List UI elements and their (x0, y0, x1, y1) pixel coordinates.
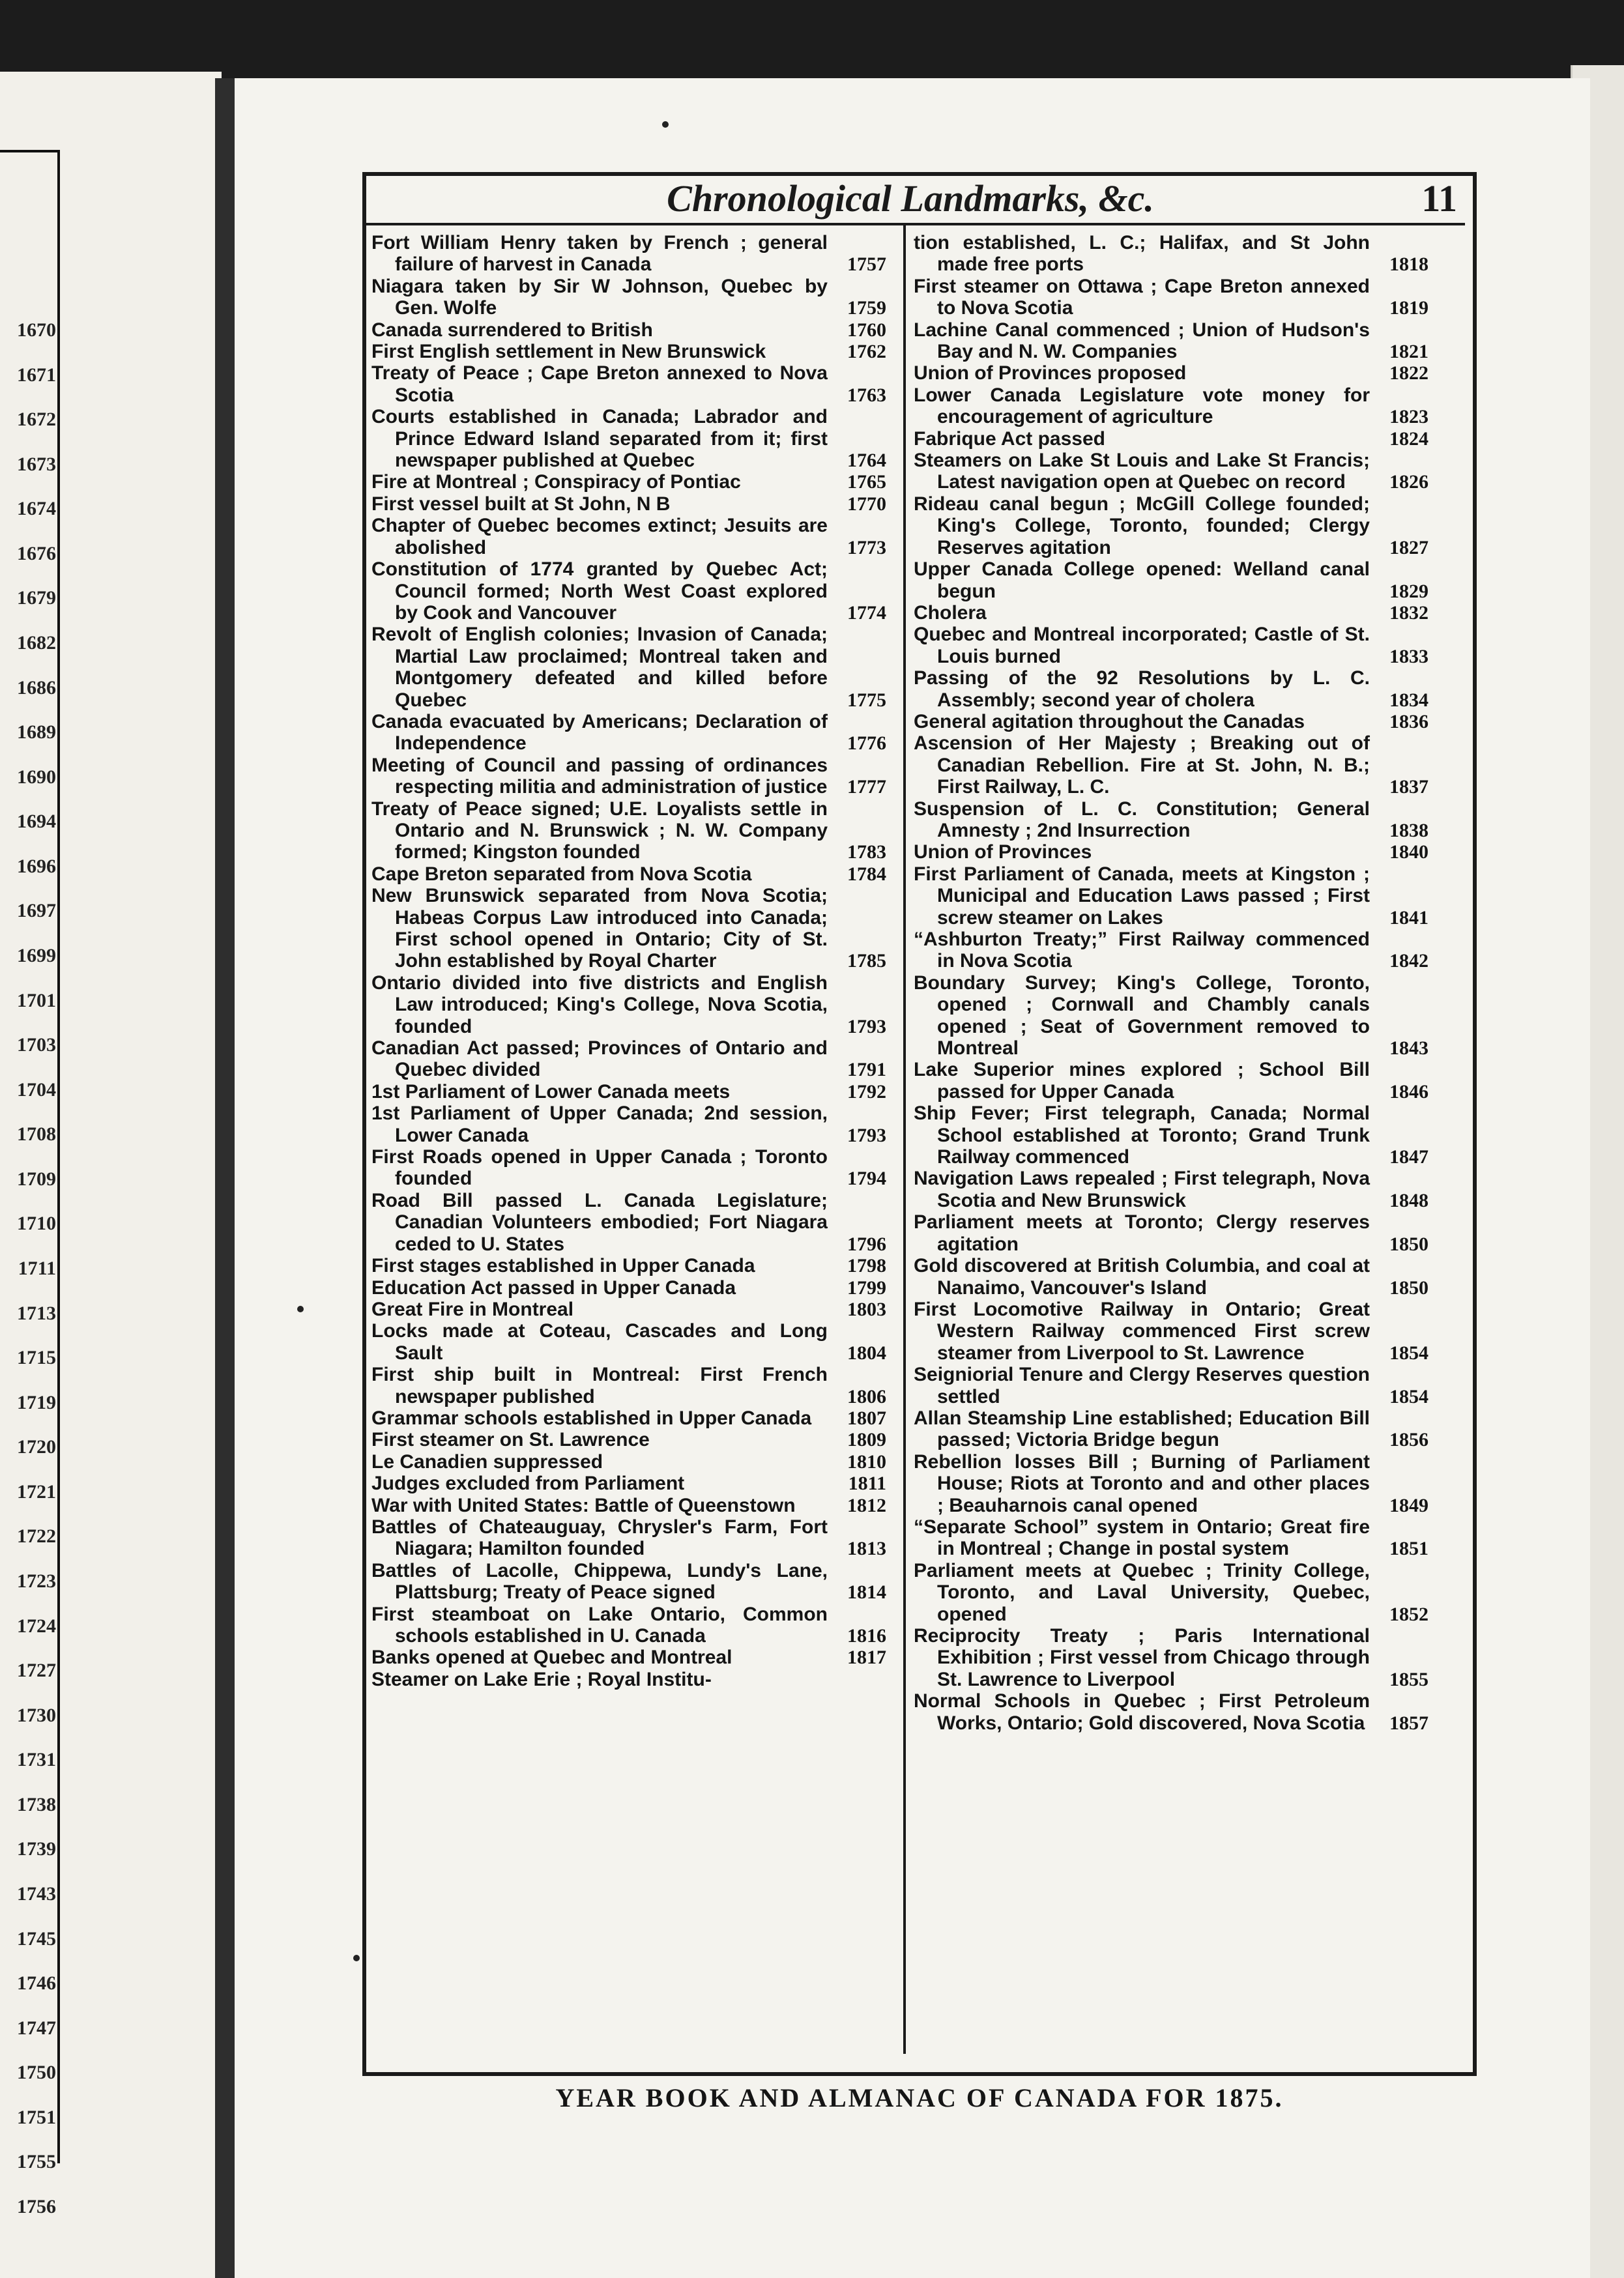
entry-year: 1851 (1389, 1538, 1428, 1560)
page-title: Chronological Landmarks, &c. (667, 177, 1154, 220)
entry-year: 1760 (847, 319, 886, 341)
entry-text: First stages established in Upper Canada (371, 1255, 755, 1277)
chronology-entry (371, 1190, 886, 1255)
chronology-entry (914, 1364, 1428, 1407)
facing-page-year: 1672 (17, 409, 56, 431)
entry-year: 1762 (847, 341, 886, 363)
facing-page-year: 1731 (17, 1749, 56, 1771)
entry-year: 1848 (1389, 1189, 1428, 1211)
entry-year: 1817 (847, 1647, 886, 1669)
facing-page-year: 1686 (17, 676, 56, 699)
entry-year: 1841 (1389, 906, 1428, 929)
chronology-entry (914, 602, 1428, 624)
entry-year: 1784 (847, 863, 886, 885)
facing-page-year: 1697 (17, 900, 56, 922)
facing-page-year: 1743 (17, 1883, 56, 1905)
facing-page-year: 1699 (17, 945, 56, 966)
facing-page-year: 1703 (17, 1034, 56, 1056)
chronology-entry (371, 493, 886, 515)
entry-year: 1843 (1389, 1037, 1428, 1060)
entry-year: 1821 (1389, 341, 1428, 363)
entry-text: Passing of the 92 Resolutions by L. C. Assembly; second year of cholera (914, 667, 1370, 711)
chronology-entry (914, 1407, 1428, 1451)
entry-year: 1850 (1389, 1233, 1428, 1255)
entry-year: 1783 (847, 841, 886, 863)
entry-year: 1838 (1389, 819, 1428, 841)
facing-page-year: 1709 (17, 1168, 56, 1190)
entry-text: Banks opened at Quebec and Montreal (371, 1647, 732, 1669)
entry-year: 1777 (847, 776, 886, 798)
entry-year: 1850 (1389, 1276, 1428, 1299)
facing-page-year: 1671 (17, 364, 56, 386)
entry-text: Steamer on Lake Erie ; Royal Institu- (371, 1668, 712, 1690)
facing-page-year: 1746 (17, 1972, 56, 1995)
chronology-entry (914, 863, 1428, 929)
entry-year: 1836 (1389, 710, 1428, 732)
facing-page-fragment (0, 72, 222, 2278)
entry-text: Treaty of Peace ; Cape Breton annexed to Nova Scotia (371, 362, 828, 406)
chronology-entry (914, 493, 1428, 558)
entry-year: 1809 (847, 1429, 886, 1451)
entry-year: 1840 (1389, 841, 1428, 863)
entry-text: Fort William Henry taken by French ; general failure of harvest in Canada (371, 232, 828, 276)
chronology-entry (914, 1103, 1428, 1168)
entry-text: Steamers on Lake St Louis and Lake St Francis; Latest navigation open at Quebec on record (914, 450, 1370, 493)
chronology-entry (371, 1495, 886, 1516)
chronology-entry (914, 1690, 1428, 1734)
chronology-entry (371, 232, 886, 276)
entry-text: Courts established in Canada; Labrador and Prince Edward Island separated from it; first newspaper published at Quebec (371, 406, 828, 472)
chronology-entry (914, 711, 1428, 732)
page-footer: YEAR BOOK AND ALMANAC OF CANADA FOR 1875. (555, 2083, 1284, 2112)
entry-text: Locks made at Coteau, Cascades and Long Sault (371, 1320, 828, 1364)
entry-text: First steamer on St. Lawrence (371, 1429, 650, 1451)
entry-text: Constitution of 1774 granted by Quebec Act; Council formed; North West Coast explored by Cook and Vancouver (371, 558, 828, 624)
facing-page-year: 1719 (17, 1391, 56, 1413)
left-column (371, 232, 886, 1690)
entry-text: War with United States: Battle of Queenstown (371, 1494, 796, 1516)
facing-page-year: 1696 (17, 855, 56, 877)
entry-text: Ascension of Her Majesty ; Breaking out of Canadian Rebellion. Fire at St. John, N. B.; First Railway, L. C. (914, 732, 1370, 798)
facing-page-rule (57, 150, 60, 2163)
chronology-entry (914, 1299, 1428, 1364)
chronology-entry (371, 515, 886, 558)
entry-year: 1803 (847, 1298, 886, 1320)
chronology-entry (371, 1146, 886, 1190)
chronology-entry (914, 1625, 1428, 1690)
facing-page-year: 1704 (17, 1078, 56, 1101)
entry-year: 1776 (847, 732, 886, 755)
entry-text: Gold discovered at British Columbia, and coal at Nanaimo, Vancouver's Island (914, 1255, 1370, 1299)
entry-text: Allan Steamship Line established; Education Bill passed; Victoria Bridge begun (914, 1407, 1370, 1451)
entry-text: Union of Provinces (914, 841, 1092, 863)
chronology-entry (371, 1320, 886, 1364)
entry-text: Meeting of Council and passing of ordinances respecting militia and administration of justice (371, 754, 828, 798)
facing-page-year: 1747 (17, 2017, 56, 2039)
chronology-entry (371, 1407, 886, 1429)
ink-speck (353, 1955, 360, 1961)
facing-page-year: 1745 (17, 1927, 56, 1950)
chronology-entry (914, 798, 1428, 842)
chronology-entry (914, 558, 1428, 602)
chronology-entry (371, 1604, 886, 1647)
entry-text: Canada surrendered to British (371, 319, 653, 341)
facing-page-year: 1690 (17, 766, 56, 788)
chronology-entry (371, 885, 886, 972)
chronology-entry (914, 232, 1428, 276)
entry-text: Parliament meets at Quebec ; Trinity College, Toronto, and Laval University, Quebec, opened (914, 1559, 1370, 1625)
entry-year: 1798 (847, 1255, 886, 1277)
chronology-entry (371, 341, 886, 362)
chronology-entry (371, 972, 886, 1037)
entry-text: Fabrique Act passed (914, 427, 1105, 450)
entry-text: Cholera (914, 601, 987, 624)
chronology-entry (371, 1516, 886, 1560)
chronology-entry (371, 1429, 886, 1450)
entry-text: Lachine Canal commenced ; Union of Hudson's Bay and N. W. Companies (914, 319, 1370, 363)
entry-year: 1826 (1389, 471, 1428, 493)
chronology-entry (914, 384, 1428, 428)
entry-year: 1842 (1389, 950, 1428, 972)
chronology-entry (371, 276, 886, 319)
entry-year: 1833 (1389, 645, 1428, 667)
column-divider (903, 225, 906, 2054)
entry-year: 1794 (847, 1168, 886, 1190)
entry-text: First steamer on Ottawa ; Cape Breton annexed to Nova Scotia (914, 275, 1370, 319)
entry-text: Road Bill passed L. Canada Legislature; Canadian Volunteers embodied; Fort Niagara ceded to U. States (371, 1189, 828, 1255)
chronology-entry (371, 798, 886, 863)
entry-year: 1775 (847, 689, 886, 711)
entry-text: First vessel built at St John, N B (371, 493, 671, 515)
entry-text: Normal Schools in Quebec ; First Petroleum Works, Ontario; Gold discovered, Nova Scotia (914, 1690, 1370, 1734)
entry-text: Seigniorial Tenure and Clergy Reserves question settled (914, 1364, 1370, 1407)
facing-page-year: 1750 (17, 2062, 56, 2084)
entry-year: 1764 (847, 450, 886, 472)
entry-text: Lake Superior mines explored ; School Bill passed for Upper Canada (914, 1059, 1370, 1103)
facing-page-year: 1751 (17, 2106, 56, 2128)
entry-year: 1827 (1389, 536, 1428, 558)
entry-text: Rebellion losses Bill ; Burning of Parliament House; Riots at Toronto and and other places ; Beauharnois canal opened (914, 1450, 1370, 1516)
chronology-entry (371, 471, 886, 493)
chronology-entry (371, 1669, 886, 1690)
chronology-entry (371, 755, 886, 798)
entry-text: First English settlement in New Brunswick (371, 341, 766, 363)
entry-year: 1757 (847, 253, 886, 276)
entry-year: 1763 (847, 384, 886, 406)
chronology-entry (914, 1255, 1428, 1299)
entry-text: Le Canadien suppressed (371, 1450, 603, 1473)
entry-year: 1759 (847, 297, 886, 319)
chronology-entry (914, 319, 1428, 363)
facing-page-year: 1721 (17, 1480, 56, 1503)
entry-year: 1807 (847, 1407, 886, 1429)
entry-text: Upper Canada College opened: Welland canal begun (914, 558, 1370, 602)
facing-page-year: 1755 (17, 2151, 56, 2173)
entry-year: 1812 (847, 1494, 886, 1516)
entry-year: 1818 (1389, 253, 1428, 276)
entry-text: 1st Parliament of Lower Canada meets (371, 1080, 731, 1103)
entry-year: 1816 (847, 1625, 886, 1647)
content-frame (362, 172, 1477, 2076)
entry-text: Chapter of Quebec becomes extinct; Jesuits are abolished (371, 515, 828, 558)
chronology-entry (914, 450, 1428, 493)
chronology-entry (371, 1255, 886, 1276)
entry-year: 1837 (1389, 776, 1428, 798)
facing-page-year: 1723 (17, 1570, 56, 1592)
entry-year: 1846 (1389, 1080, 1428, 1103)
facing-page-year: 1727 (17, 1660, 56, 1682)
facing-page-year: 1711 (18, 1258, 56, 1279)
entry-text: Union of Provinces proposed (914, 362, 1187, 384)
entry-text: First ship built in Montreal: First French newspaper published (371, 1364, 828, 1407)
entry-year: 1852 (1389, 1603, 1428, 1625)
entry-text: First Parliament of Canada, meets at Kingston ; Municipal and Education Laws passed ; First screw steamer on Lakes (914, 863, 1370, 929)
entry-year: 1856 (1389, 1429, 1428, 1451)
facing-page-year: 1730 (17, 1704, 56, 1726)
chronology-entry (371, 711, 886, 755)
chronology-entry (371, 1473, 886, 1494)
entry-year: 1814 (847, 1581, 886, 1604)
entry-year: 1854 (1389, 1385, 1428, 1407)
facing-page-year: 1713 (17, 1302, 56, 1324)
entry-text: General agitation throughout the Canadas (914, 710, 1305, 732)
entry-text: Revolt of English colonies; Invasion of Canada; Martial Law proclaimed; Montreal taken and Montgomery defeated and killed before Quebec (371, 624, 828, 711)
entry-text: Battles of Lacolle, Chippewa, Lundy's Lane, Plattsburg; Treaty of Peace signed (371, 1559, 828, 1604)
entry-text: 1st Parliament of Upper Canada; 2nd session, Lower Canada (371, 1103, 828, 1146)
chronology-entry (371, 863, 886, 885)
entry-year: 1847 (1389, 1146, 1428, 1168)
page-number: 11 (1421, 177, 1457, 220)
chronology-entry (371, 558, 886, 624)
chronology-entry (914, 972, 1428, 1060)
entry-year: 1765 (847, 471, 886, 493)
chronology-entry (371, 1299, 886, 1320)
entry-year: 1822 (1389, 362, 1428, 384)
chronology-entry (914, 276, 1428, 319)
entry-year: 1796 (847, 1233, 886, 1255)
chronology-entry (914, 732, 1428, 798)
entry-year: 1811 (848, 1473, 886, 1495)
entry-text: Reciprocity Treaty ; Paris International Exhibition ; First vessel from Chicago through St. Lawrence to Liverpool (914, 1625, 1370, 1690)
entry-text: First Roads opened in Upper Canada ; Toronto founded (371, 1146, 828, 1190)
entry-text: Cape Breton separated from Nova Scotia (371, 863, 752, 885)
entry-year: 1824 (1389, 427, 1428, 450)
facing-page-year: 1756 (17, 2196, 56, 2217)
entry-year: 1791 (847, 1059, 886, 1081)
facing-page-year: 1676 (17, 542, 56, 564)
entry-text: Parliament meets at Toronto; Clergy reserves agitation (914, 1211, 1370, 1255)
entry-year: 1799 (847, 1276, 886, 1299)
chronology-entry (371, 1647, 886, 1668)
entry-year: 1832 (1389, 601, 1428, 624)
chronology-entry (371, 362, 886, 406)
chronology-entry (914, 1211, 1428, 1255)
entry-text: Battles of Chateauguay, Chrysler's Farm, Fort Niagara; Hamilton founded (371, 1516, 828, 1560)
entry-text: Canada evacuated by Americans; Declaration of Independence (371, 710, 828, 755)
facing-page-year: 1708 (17, 1123, 56, 1146)
chronology-entry (914, 667, 1428, 711)
facing-page-year: 1738 (17, 1793, 56, 1815)
chronology-entry (914, 841, 1428, 863)
entry-text: Lower Canada Legislature vote money for encouragement of agriculture (914, 384, 1370, 428)
entry-text: “Ashburton Treaty;” First Railway commenced in Nova Scotia (914, 929, 1370, 972)
entry-text: Great Fire in Montreal (371, 1298, 574, 1320)
facing-page-year: 1674 (17, 498, 56, 520)
chronology-entry (371, 1081, 886, 1103)
facing-page-year: 1689 (17, 721, 56, 743)
entry-text: First steamboat on Lake Ontario, Common schools established in U. Canada (371, 1603, 828, 1647)
entry-text: Boundary Survey; King's College, Toronto, opened ; Cornwall and Chambly canals opened ; Seat of Government removed to Montreal (914, 972, 1370, 1060)
chronology-entry (371, 406, 886, 471)
entry-text: Fire at Montreal ; Conspiracy of Pontiac (371, 471, 741, 493)
facing-page-year: 1673 (17, 453, 56, 475)
entry-year: 1770 (847, 493, 886, 515)
entry-text: Ship Fever; First telegraph, Canada; Normal School established at Toronto; Grand Trunk Railway commenced (914, 1103, 1370, 1168)
facing-page-year: 1679 (17, 587, 56, 609)
entry-year: 1804 (847, 1342, 886, 1364)
entry-text: Canadian Act passed; Provinces of Ontario and Quebec divided (371, 1037, 828, 1081)
entry-year: 1774 (847, 601, 886, 624)
chronology-entry (914, 428, 1428, 450)
entry-text: Ontario divided into five districts and English Law introduced; King's College, Nova Scotia, founded (371, 972, 828, 1037)
entry-year: 1806 (847, 1385, 886, 1407)
entry-year: 1819 (1389, 297, 1428, 319)
chronology-entry (371, 1560, 886, 1604)
entry-year: 1849 (1389, 1494, 1428, 1516)
entry-text: Navigation Laws repealed ; First telegraph, Nova Scotia and New Brunswick (914, 1168, 1370, 1211)
entry-year: 1785 (847, 950, 886, 972)
header-rule (366, 223, 1465, 225)
chronology-entry (914, 624, 1428, 667)
entry-text: Grammar schools established in Upper Canada (371, 1407, 812, 1429)
entry-text: Treaty of Peace signed; U.E. Loyalists settle in Ontario and N. Brunswick ; N. W. Company formed; Kingston founded (371, 798, 828, 863)
entry-text: Judges excluded from Parliament (371, 1473, 685, 1495)
entry-text: Niagara taken by Sir W Johnson, Quebec by Gen. Wolfe (371, 275, 828, 319)
facing-page-year: 1724 (17, 1615, 56, 1637)
entry-year: 1857 (1389, 1712, 1428, 1734)
entry-text: Education Act passed in Upper Canada (371, 1276, 736, 1299)
entry-year: 1813 (847, 1538, 886, 1560)
facing-page-year: 1739 (17, 1838, 56, 1860)
facing-page-rule-top (0, 150, 60, 152)
entry-text: “Separate School” system in Ontario; Great fire in Montreal ; Change in postal system (914, 1516, 1370, 1560)
entry-text: First Locomotive Railway in Ontario; Great Western Railway commenced First screw steamer from Liverpool to St. Lawrence (914, 1298, 1370, 1364)
entry-text: Rideau canal begun ; McGill College founded; King's College, Toronto, founded; Clergy Reserves agitation (914, 493, 1370, 558)
ink-speck (662, 121, 669, 128)
facing-page-year: 1682 (17, 632, 56, 654)
facing-page-year: 1715 (17, 1347, 56, 1369)
entry-year: 1855 (1389, 1668, 1428, 1690)
chronology-entry (371, 1277, 886, 1299)
entry-text: tion established, L. C.; Halifax, and St John made free ports (914, 232, 1370, 276)
entry-year: 1792 (847, 1080, 886, 1103)
chronology-entry (371, 624, 886, 711)
entry-year: 1829 (1389, 580, 1428, 602)
chronology-entry (914, 362, 1428, 384)
chronology-entry (371, 1103, 886, 1146)
facing-page-year: 1722 (17, 1525, 56, 1548)
chronology-entry (371, 319, 886, 341)
chronology-entry (371, 1451, 886, 1473)
entry-year: 1834 (1389, 689, 1428, 711)
entry-year: 1793 (847, 1015, 886, 1037)
facing-page-year: 1670 (17, 319, 56, 341)
chronology-entry (914, 1560, 1428, 1625)
ink-speck (297, 1306, 304, 1312)
chronology-entry (914, 1168, 1428, 1211)
entry-text: Quebec and Montreal incorporated; Castle of St. Louis burned (914, 624, 1370, 667)
chronology-entry (914, 929, 1428, 972)
entry-year: 1810 (847, 1450, 886, 1473)
right-column (914, 232, 1428, 1734)
entry-text: Suspension of L. C. Constitution; General Amnesty ; 2nd Insurrection (914, 798, 1370, 841)
chronology-entry (914, 1059, 1428, 1103)
chronology-entry (914, 1516, 1428, 1560)
entry-text: New Brunswick separated from Nova Scotia; Habeas Corpus Law introduced into Canada; First school opened in Ontario; City of St. John established by Royal Charter (371, 885, 828, 972)
entry-year: 1854 (1389, 1342, 1428, 1364)
chronology-entry (371, 1037, 886, 1081)
facing-page-year: 1720 (17, 1436, 56, 1458)
facing-page-year: 1710 (17, 1213, 56, 1235)
chronology-entry (914, 1451, 1428, 1516)
chronology-entry (371, 1364, 886, 1407)
entry-year: 1823 (1389, 406, 1428, 428)
entry-year: 1773 (847, 536, 886, 558)
entry-year: 1793 (847, 1124, 886, 1146)
facing-page-year: 1701 (17, 989, 56, 1011)
facing-page-year: 1694 (17, 811, 56, 833)
